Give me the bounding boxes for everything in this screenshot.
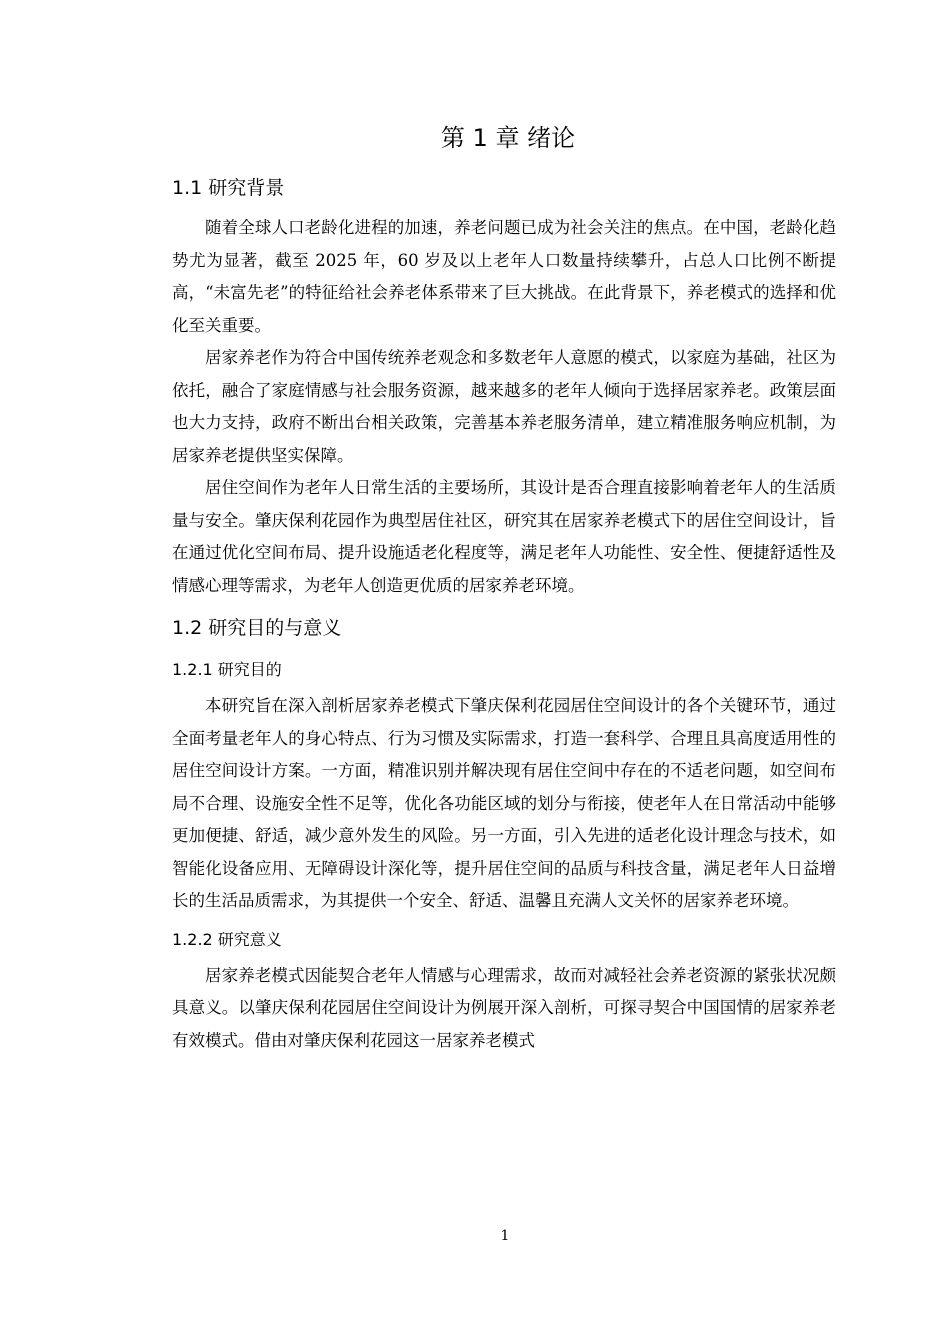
subsection-heading-1-2-2: 1.2.2 研究意义 (172, 929, 282, 949)
paragraph: 居住空间作为老年人日常生活的主要场所，其设计是否合理直接影响着老年人的生活质量与安全。肇庆保利花园作为典型居住社区，研究其在居家养老模式下的居住空间设计，旨在通过优化空间布局、提升设施适老化程度等，满足老年人功能性、安全性、便捷舒适性及情感心理等需求，为老年人创造更优质的居家养老环境。 (172, 478, 836, 595)
paragraph: 居家养老作为符合中国传统养老观念和多数老年人意愿的模式，以家庭为基础，社区为依托，融合了家庭情感与社会服务资源，越来越多的老年人倾向于选择居家养老。政策层面也大力支持，政府不断出台相关政策，完善基本养老服务清单，建立精准服务响应机制，为居家养老提供坚实保障。 (172, 348, 836, 465)
paragraph: 本研究旨在深入剖析居家养老模式下肇庆保利花园居住空间设计的各个关键环节，通过全面考量老年人的身心特点、行为习惯及实际需求，打造一套科学、合理且具高度适用性的居住空间设计方案。一方面，精准识别并解决现有居住空间中存在的不适老问题，如空间布局不合理、设施安全性不足等，优化各功能区域的划分与衔接，使老年人在日常活动中能够更加便捷、舒适，减少意外发生的风险。另一方面，引入先进的适老化设计理念与技术，如智能化设备应用、无障碍设计深化等，提升居住空间的品质与科技含量，满足老年人日益增长的生活品质需求，为其提供一个安全、舒适、温馨且充满人文关怀的居家养老环境。 (172, 696, 836, 910)
paragraph: 随着全球人口老龄化进程的加速，养老问题已成为社会关注的焦点。在中国，老龄化趋势尤为显著，截至 2025 年，60 岁及以上老年人口数量持续攀升，占总人口比例不断提高，“未富先老”的特征给社会养老体系带来了巨大挑战。在此背景下，养老模式的选择和优化至关重要。 (172, 218, 836, 335)
section-heading-1-2: 1.2 研究目的与意义 (172, 617, 342, 639)
section-heading-1-1: 1.1 研究背景 (172, 177, 285, 199)
paragraph: 居家养老模式因能契合老年人情感与心理需求，故而对减轻社会养老资源的紧张状况颇具意义。以肇庆保利花园居住空间设计为例展开深入剖析，可探寻契合中国国情的居家养老有效模式。借由对肇庆保利花园这一居家养老模式 (172, 965, 836, 1050)
chapter-title: 第 1 章 绪论 (440, 124, 576, 152)
page-body (172, 112, 836, 1057)
page-number: 1 (500, 1228, 510, 1244)
subsection-heading-1-2-1: 1.2.1 研究目的 (172, 660, 282, 679)
